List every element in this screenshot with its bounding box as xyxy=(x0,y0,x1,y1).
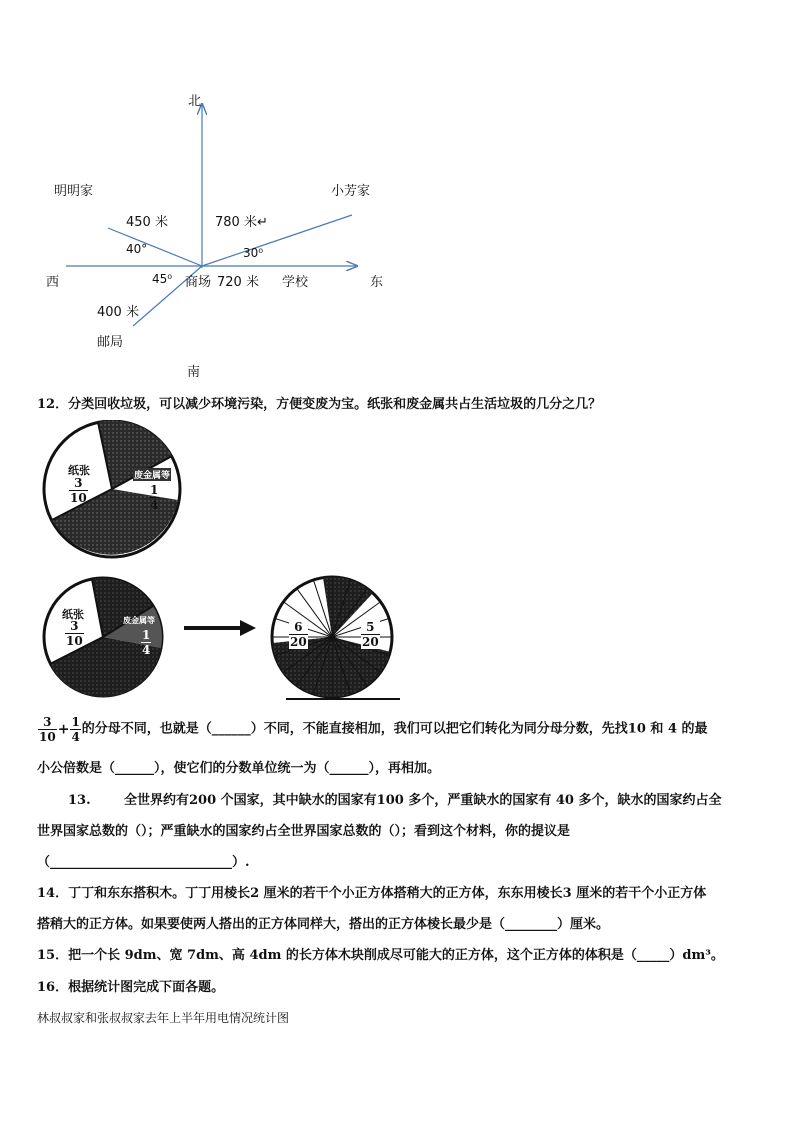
pie2-paper-label: 纸张 xyxy=(62,608,84,621)
east-label: 东 xyxy=(370,275,384,290)
q13-line2: 世界国家总数的（）；严重缺水的国家约占全世界国家总数的（）；看到这个材料，你的提议是 xyxy=(37,824,571,839)
post-office-label: 邮局 xyxy=(97,335,124,350)
eq-plus: + xyxy=(57,721,70,738)
q16-line1: 16．根据统计图完成下面各题。 xyxy=(37,980,225,995)
pie3-frac-5-20: $\frac{5}{20}$ xyxy=(362,620,379,649)
direction-map xyxy=(0,0,794,380)
south-label: 南 xyxy=(187,365,201,380)
mall-label: 商场 xyxy=(185,275,212,290)
dist-post-label: 400 米 xyxy=(97,305,139,320)
angle-mingming-label: 40° xyxy=(126,242,148,256)
pie1-paper-label: 纸张 xyxy=(68,464,90,477)
q15-line1: 15．把一个长 9dm、宽 7dm、高 4dm 的长方体木块削成尽可能大的正方体，这个正方体的体积是（_____）dm³。 xyxy=(37,948,724,963)
q13-answer-blank[interactable]: （____________________________）. xyxy=(37,855,250,870)
pie1-metal-frac: $\frac{1}{4}$ xyxy=(150,483,159,512)
angle-post-label: 45⁰ xyxy=(152,272,173,286)
pie-chart-1 xyxy=(40,420,190,560)
dist-school-label: 720 米 xyxy=(217,275,259,290)
pie3-frac-6-20: $\frac{6}{20}$ xyxy=(290,620,307,649)
q14-line2: 搭稍大的正方体。如果要使两人搭出的正方体同样大，搭出的正方体棱长最少是（________）厘米。 xyxy=(37,917,610,932)
q13-number: 13. xyxy=(68,793,91,808)
dist-mingming-label: 450 米 xyxy=(126,215,168,230)
dist-xiaofang-label: 780 米↵ xyxy=(215,215,268,230)
pie2-paper-frac: $\frac{3}{10}$ xyxy=(66,619,83,648)
q12-line2: 小公倍数是（______），使它们的分数单位统一为（______），再相加。 xyxy=(37,761,441,776)
q12-text: 12．分类回收垃圾，可以减少环境污染，方便变废为宝。纸张和废金属共占生活垃圾的几分之几？ xyxy=(37,397,602,412)
west-label: 西 xyxy=(46,275,60,290)
school-label: 学校 xyxy=(282,275,309,290)
arrow-icon xyxy=(182,618,258,638)
q12-line1-text: 的分母不同，也就是（______）不同，不能直接相加，我们可以把它们转化为同分母分数，先找10 和 4 的最 xyxy=(81,721,708,737)
eq-frac-1-4: $\frac{1}{4}$ xyxy=(71,715,80,744)
q14-line1: 14．丁丁和东东搭积木。丁丁用棱长2 厘米的若干个小正方体搭稍大的正方体，东东用棱长3 厘米的若干个小正方体 xyxy=(37,886,707,901)
pie2-metal-label: 废金属等 xyxy=(123,615,155,625)
q16-chart-title: 林叔叔家和张叔叔家去年上半年用电情况统计图 xyxy=(37,1011,290,1025)
q12-equation-line xyxy=(37,715,708,744)
pie1-paper-frac: $\frac{3}{10}$ xyxy=(70,476,87,505)
north-label: 北 xyxy=(188,94,202,109)
pie2-metal-frac: $\frac{1}{4}$ xyxy=(142,628,151,657)
angle-xiaofang-label: 30⁰ xyxy=(243,246,264,260)
line-to-mingming xyxy=(108,228,202,266)
q13-line1: 全世界约有200 个国家，其中缺水的国家有100 多个，严重缺水的国家有 40 多个，缺水的国家约占全 xyxy=(124,793,722,808)
mingming-home-label: 明明家 xyxy=(54,184,94,199)
eq-frac-3-10: $\frac{3}{10}$ xyxy=(39,715,56,744)
pie-chart-3 xyxy=(266,574,406,704)
xiaofang-home-label: 小芳家 xyxy=(331,184,371,199)
pie1-metal-label: 废金属等 xyxy=(133,468,171,481)
